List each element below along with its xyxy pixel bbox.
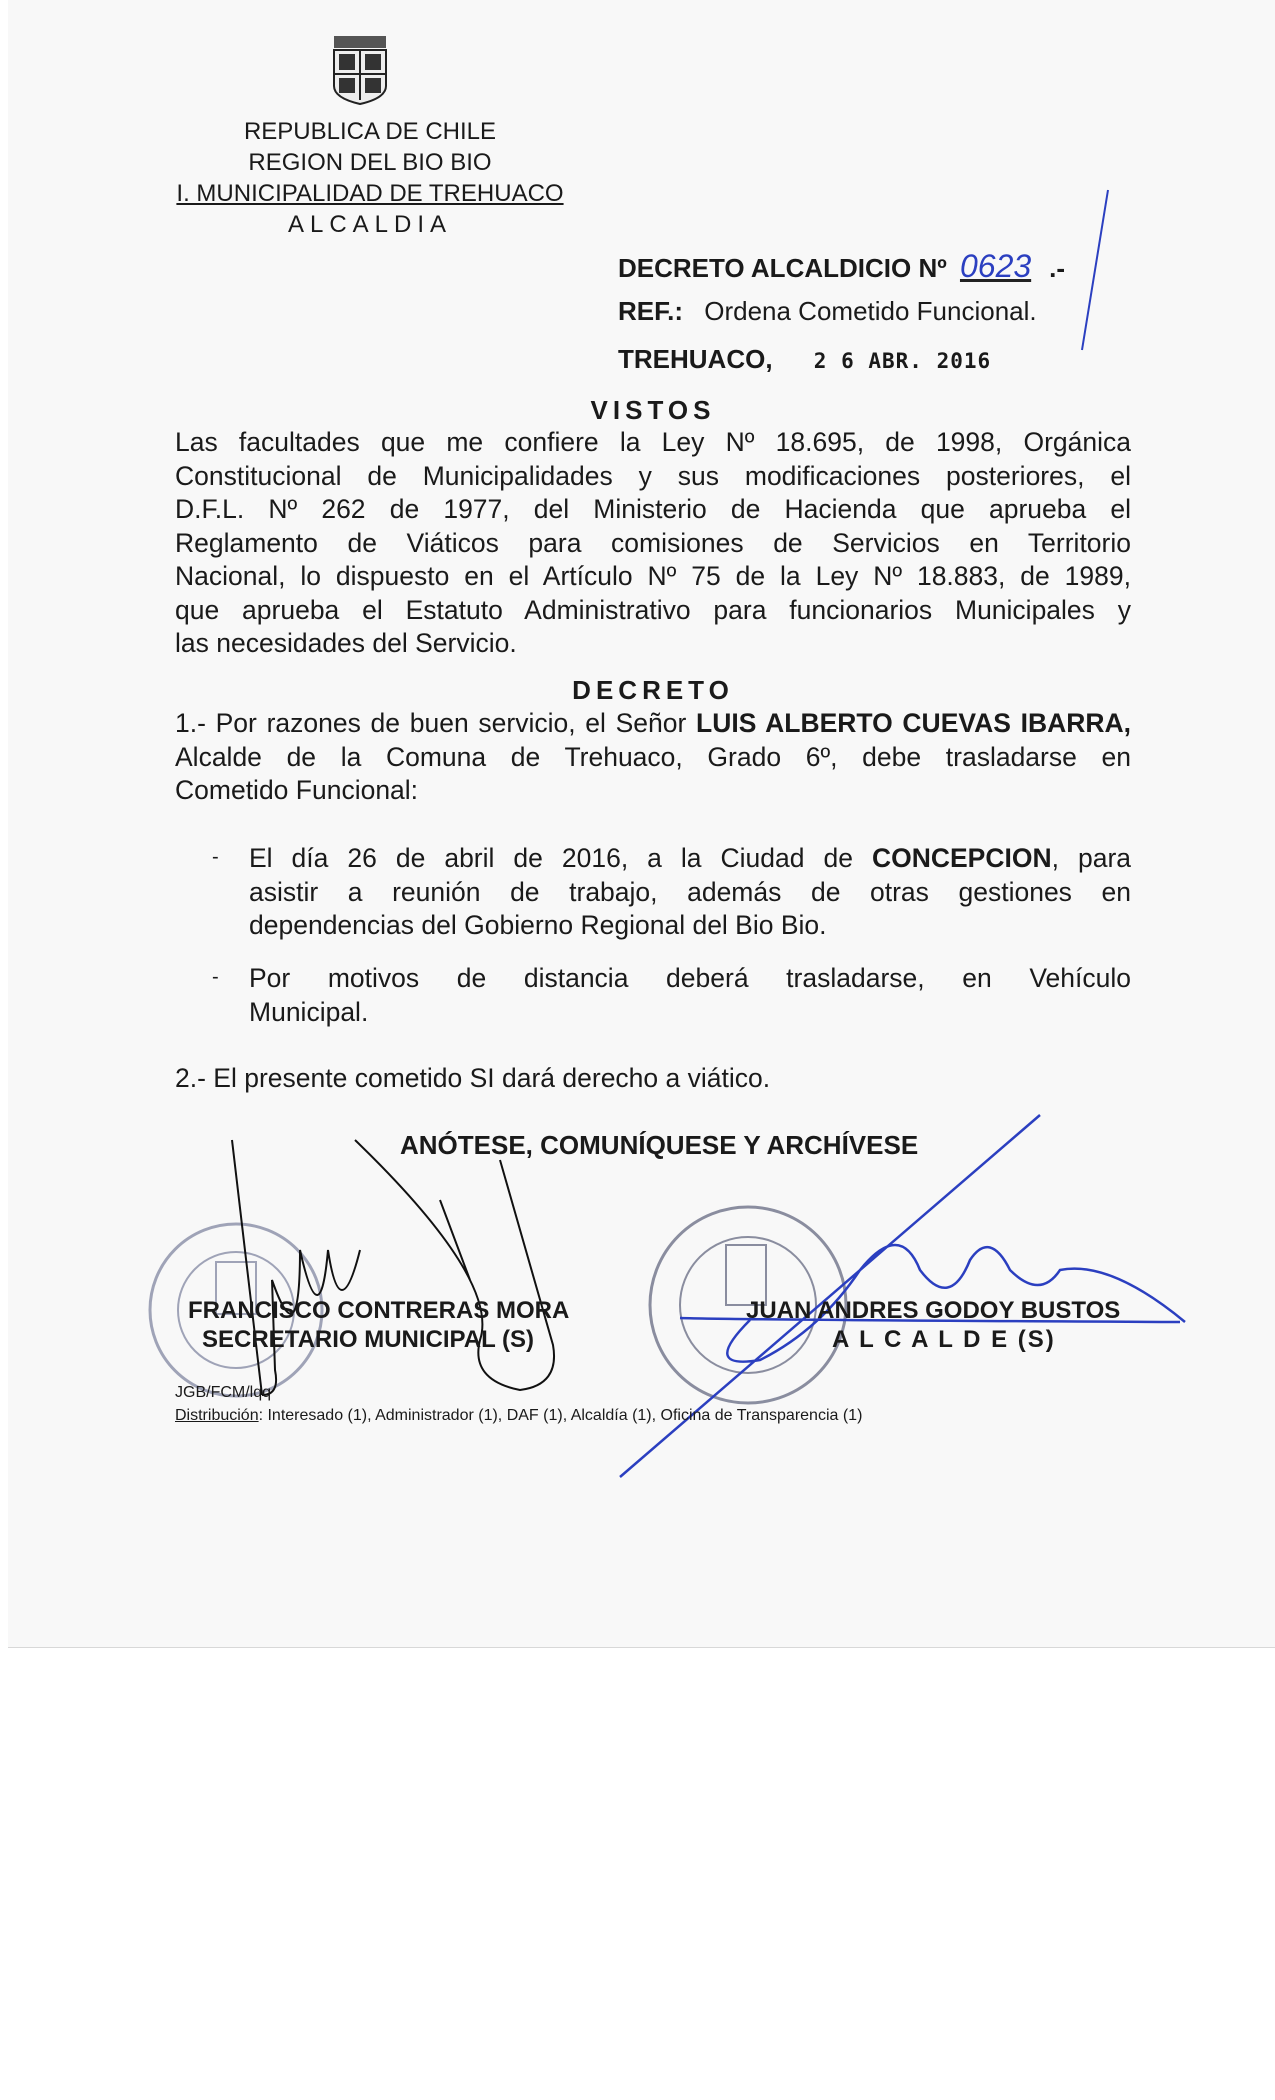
distribution-text: : Interesado (1), Administrador (1), DAF (1), Alcaldía (1), Oficina de Transparencia (1): [258, 1407, 863, 1424]
header-country: REPUBLICA DE CHILE: [243, 118, 497, 145]
bullet-dash: -: [212, 846, 219, 868]
decree-number-handwritten: 0623: [959, 248, 1032, 284]
signatory-right-name: JUAN ANDRES GODOY BUSTOS: [746, 1297, 1121, 1324]
decreto-title: DECRETO: [572, 675, 734, 705]
bullet-dash: -: [212, 966, 219, 988]
left-signature: [232, 1140, 554, 1395]
text-line: Reglamento de Viáticos para comisiones de Servicios en Territorio: [175, 527, 1131, 558]
decree-label: DECRETO ALCALDICIO Nº: [618, 253, 947, 283]
place: TREHUACO,: [618, 344, 773, 374]
closing-formula: ANÓTESE, COMUNÍQUESE Y ARCHÍVESE: [400, 1130, 919, 1160]
text-line: Municipal.: [249, 996, 369, 1027]
text-line: dependencias del Gobierno Regional del Bio Bio.: [249, 910, 827, 940]
text-line: asistir a reunión de trabajo, además de otras gestiones en: [249, 876, 1131, 907]
decree-number-slash: [1082, 190, 1108, 350]
text-run: El día 26 de abril de 2016, a la Ciudad de: [249, 843, 872, 873]
header-municipality: I. MUNICIPALIDAD DE TREHUACO: [176, 180, 564, 207]
decreto-point-2: 2.- El presente cometido SI dará derecho a viático.: [175, 1063, 771, 1093]
text-line: que aprueba el Estatuto Administrativo para funcionarios Municipales y: [175, 594, 1131, 625]
text-line: Nacional, lo dispuesto en el Artículo Nº 75 de la Ley Nº 18.883, de 1989,: [175, 561, 1131, 591]
city-name: CONCEPCION: [871, 843, 1052, 873]
initials: JGB/FCM/lqq: [175, 1384, 272, 1401]
header-office: ALCALDIA: [287, 211, 453, 238]
text-line: Alcalde de la Comuna de Trehuaco, Grado 6º, debe trasladarse en: [175, 741, 1131, 772]
text-line: D.F.L. Nº 262 de 1977, del Ministerio de Hacienda que aprueba el: [175, 494, 1131, 524]
text-line: Por motivos de distancia deberá trasladarse, en Vehículo: [249, 963, 1131, 993]
text-line: las necesidades del Servicio.: [175, 628, 517, 658]
text-run: , para: [1051, 843, 1132, 873]
header-region: REGION DEL BIO BIO: [248, 149, 492, 176]
text-line: Constitucional de Municipalidades y sus modificaciones posteriores, el: [175, 460, 1131, 491]
signatory-right-role: A L C A L D E (S): [832, 1326, 1056, 1353]
decree-suffix: .-: [1049, 253, 1066, 283]
text-run: 1.- Por razones de buen servicio, el Señor: [175, 708, 697, 738]
distribution-line: [175, 1407, 862, 1425]
signatory-left-role: SECRETARIO MUNICIPAL (S): [202, 1326, 535, 1353]
ref-text: Ordena Cometido Funcional.: [704, 296, 1037, 326]
text-line: Las facultades que me confiere la Ley Nº 18.695, de 1998, Orgánica: [175, 427, 1131, 457]
vistos-title: VISTOS: [590, 395, 716, 425]
text-line: Cometido Funcional:: [175, 775, 419, 805]
ref-label: REF.:: [618, 296, 683, 326]
signatory-left-name: FRANCISCO CONTRERAS MORA: [188, 1297, 570, 1324]
distribution-label: Distribución: [175, 1407, 259, 1424]
date-stamp: 2 6 ABR. 2016: [813, 349, 992, 373]
person-name: LUIS ALBERTO CUEVAS IBARRA,: [696, 708, 1132, 738]
